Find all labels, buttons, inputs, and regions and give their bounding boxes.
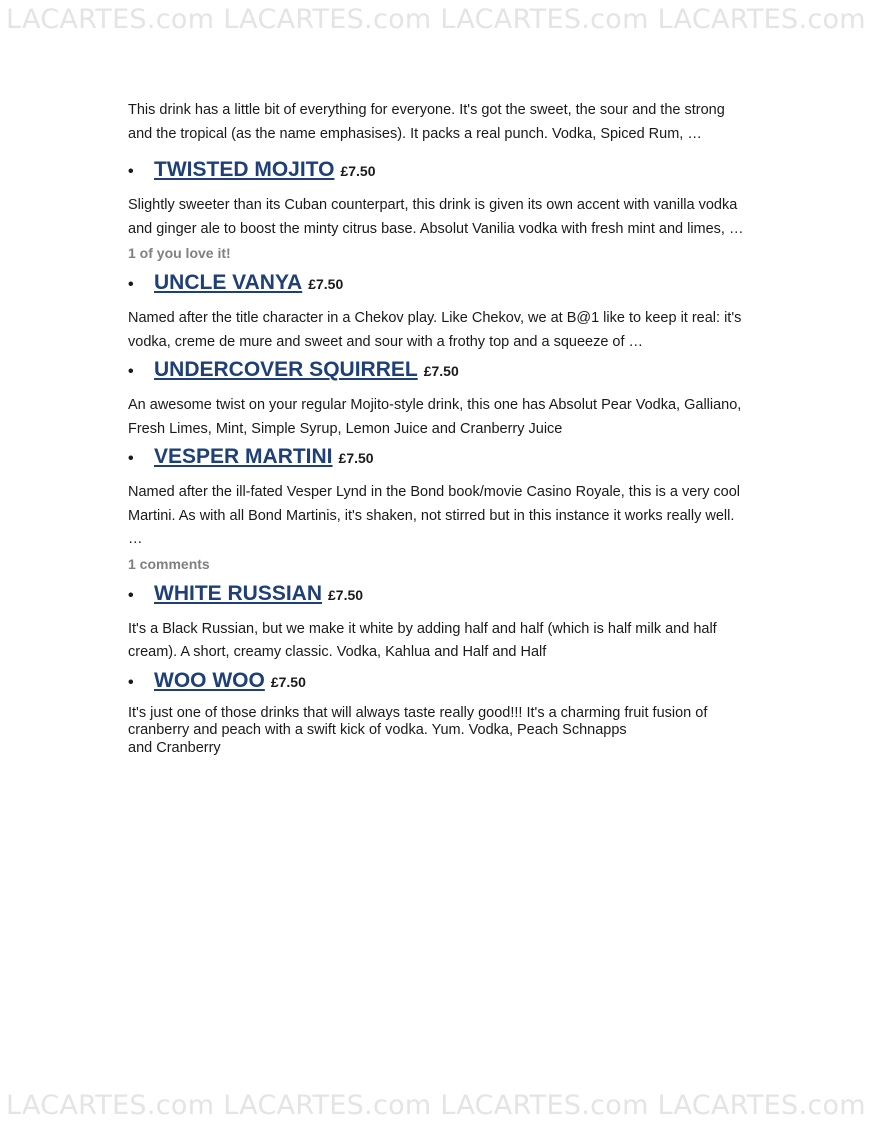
description-line: cranberry and peach with a swift kick of vodka. Yum. Vodka, Peach Schnapps (128, 722, 627, 738)
bullet-icon: • (128, 363, 134, 380)
bullet-icon: • (128, 276, 134, 293)
watermark-bottom: LACARTES.com LACARTES.com LACARTES.com LACARTES.com (6, 1090, 866, 1121)
item-description: Named after the ill-fated Vesper Lynd in the Bond book/movie Casino Royale, this is a very cool Martini. As with all Bond Martinis, it's shaken, not stirred but in this instance it works really well. … (128, 484, 741, 547)
item-name-link[interactable]: WOO WOO (154, 668, 265, 692)
item-price: £7.50 (308, 276, 344, 292)
menu-item-undercover-squirrel (128, 358, 748, 441)
item-name-link[interactable]: UNCLE VANYA (154, 271, 303, 294)
bullet-icon: • (128, 673, 134, 691)
love-count: 1 of you love it! (128, 245, 231, 261)
item-heading (128, 271, 748, 307)
item-name-link[interactable]: UNDERCOVER SQUIRREL (154, 358, 418, 381)
item-name-link[interactable]: TWISTED MOJITO (154, 158, 335, 181)
bullet-icon: • (128, 450, 134, 467)
item-name-link[interactable]: WHITE RUSSIAN (154, 581, 322, 605)
comments-count[interactable]: 1 comments (128, 555, 210, 572)
item-name-link[interactable]: VESPER MARTINI (154, 445, 333, 468)
description-line: and Cranberry (128, 739, 221, 756)
item-heading (128, 445, 748, 481)
menu-item-uncle-vanya (128, 271, 748, 354)
item-price: £7.50 (270, 673, 306, 690)
item-heading (128, 158, 748, 194)
item-description (128, 705, 748, 758)
item-price: £7.50 (328, 586, 364, 603)
item-heading (128, 669, 748, 705)
bullet-icon: • (128, 586, 134, 604)
item-description: Named after the title character in a Chekov play. Like Chekov, we at B@1 like to keep it real: it's vodka, creme de mure and sweet and sour with a frothy top and a squeeze of … (128, 310, 742, 350)
menu-item-vesper-martini (128, 445, 748, 578)
item-heading (128, 358, 748, 394)
item-price: £7.50 (423, 363, 459, 379)
item-heading (128, 582, 748, 618)
item-description: An awesome twist on your regular Mojito-style drink, this one has Absolut Pear Vodka, Galliano, Fresh Limes, Mint, Simple Syrup, Lemon Juice and Cranberry Juice (128, 397, 742, 437)
watermark-top: LACARTES.com LACARTES.com LACARTES.com LACARTES.com (6, 4, 866, 35)
menu-item-woo-woo (128, 669, 748, 758)
item-description: It's a Black Russian, but we make it white by adding half and half (which is half milk and half cream). A short, creamy classic. Vodka, Kahlua and Half and Half (128, 620, 717, 660)
menu-item-white-russian (128, 582, 748, 665)
menu-item-twisted-mojito (128, 158, 748, 267)
bullet-icon: • (128, 163, 134, 180)
item-description: Slightly sweeter than its Cuban counterpart, this drink is given its own accent with vanilla vodka and ginger ale to boost the minty citrus base. Absolut Vanilia vodka with fresh mint and limes, … (128, 197, 744, 237)
menu-page (128, 99, 748, 757)
intro-description: This drink has a little bit of everything for everyone. It's got the sweet, the sour and the strong and the tropical (as the name emphasises). It packs a real punch. Vodka, Spiced Rum, … (128, 102, 725, 142)
item-price: £7.50 (340, 163, 376, 179)
item-price: £7.50 (338, 450, 374, 466)
description-line: It's just one of those drinks that will always taste really good!!! It's a charming fruit fusion of (128, 704, 708, 721)
